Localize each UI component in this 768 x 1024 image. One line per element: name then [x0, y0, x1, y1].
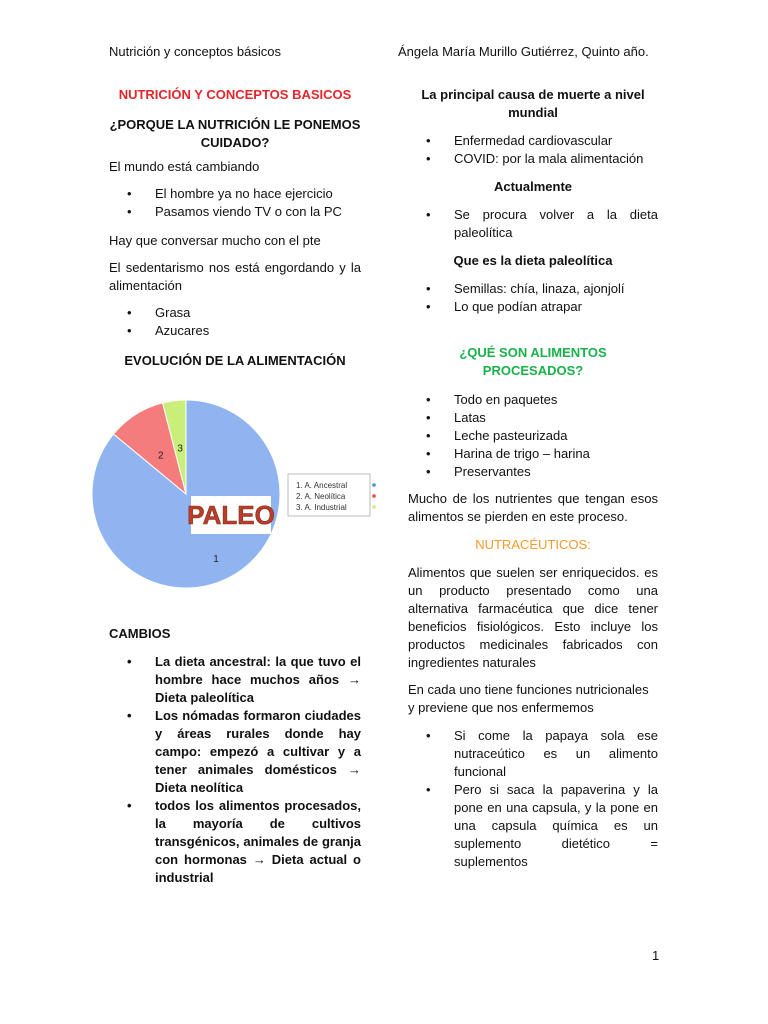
header-right: Ángela María Murillo Gutiérrez, Quinto año. [398, 44, 649, 59]
legend-marker [372, 505, 376, 509]
list-item: • Preservantes [408, 463, 658, 481]
page-number: 1 [652, 948, 660, 963]
bullet-list [408, 391, 658, 481]
processed-heading: ¿QUÉ SON ALIMENTOS PROCESADOS? [459, 345, 607, 378]
bullet-list [408, 206, 658, 242]
legend-marker [372, 483, 376, 487]
list-item: • Lo que podían atrapar [408, 298, 658, 316]
nutra-heading: NUTRACÉUTICOS: [475, 537, 591, 552]
cambios-heading: CAMBIOS [109, 626, 171, 641]
item-text: Pero si saca la papaverina y la pone en una capsula, y la pone en una capsula química es un suplemento dietético = suplementos [454, 782, 658, 869]
list-item [408, 781, 658, 871]
bullet-list [109, 653, 361, 887]
list-item: • El hombre ya no hace ejercicio [109, 185, 361, 203]
list-item: • Azucares [109, 322, 361, 340]
bullet-list [408, 280, 658, 316]
legend-entry: 2. A. Neolítica [296, 492, 346, 501]
paragraph: El sedentarismo nos está engordando y la alimentación [109, 260, 361, 293]
list-item: • Pasamos viendo TV o con la PC [109, 203, 361, 221]
list-item [408, 727, 658, 781]
bullet-list [408, 727, 658, 871]
list-item: • COVID: por la mala alimentación [408, 150, 658, 168]
list-item: • Semillas: chía, linaza, ajonjolí [408, 280, 658, 298]
list-item: • Harina de trigo – harina [408, 445, 658, 463]
list-item: • La dieta ancestral: la que tuvo el hombre hace muchos años → Dieta paleolítica [109, 653, 361, 707]
paleo-overlay-text: PALEO [187, 500, 275, 530]
bullet-list [408, 132, 658, 168]
cambios-section [109, 625, 361, 887]
list-item: • Los nómadas formaron ciudades y áreas rurales donde hay campo: empezó a cultivar y a tener animales domésticos → Dieta neolítica [109, 707, 361, 797]
paragraph: Mucho de los nutrientes que tengan esos alimentos se pierden en este proceso. [408, 491, 658, 524]
paleo-heading: Que es la dieta paleolítica [453, 253, 613, 268]
pie-point-label: 2 [158, 450, 164, 462]
list-item: • Latas [408, 409, 658, 427]
left-column [109, 86, 361, 370]
item-text: Si come la papaya sola ese nutraceútico es un alimento funcional [454, 728, 658, 779]
actual-heading: Actualmente [493, 179, 573, 194]
paragraph: En cada uno tiene funciones nutricionales y previene que nos enfermemos [408, 682, 649, 715]
cause-heading: La principal causa de muerte a nivel mundial [421, 87, 645, 120]
list-item: • Enfermedad cardiovascular [408, 132, 658, 150]
list-item: • todos los alimentos procesados, la mayoría de cultivos transgénicos, animales de granja con hormonas → Dieta actual o industrial [109, 797, 361, 887]
pie-point-label: 3 [177, 443, 183, 455]
legend-marker [372, 494, 376, 498]
header-left: Nutrición y conceptos básicos [109, 44, 281, 59]
list-item: • Todo en paquetes [408, 391, 658, 409]
question-heading: ¿PORQUE LA NUTRICIÓN LE PONEMOS CUIDADO? [109, 117, 361, 150]
paragraph: Hay que conversar mucho con el pte [109, 233, 321, 248]
main-title: NUTRICIÓN Y CONCEPTOS BASICOS [118, 87, 352, 102]
paragraph: El mundo está cambiando [109, 159, 260, 174]
pie-point-label: 1 [213, 553, 219, 565]
list-item: • Se procura volver a la dieta paleolítica [408, 206, 658, 242]
evolution-heading: EVOLUCIÓN DE LA ALIMENTACIÓN [124, 353, 346, 368]
legend-entry: 3. A. Industrial [296, 503, 347, 512]
list-item: • Grasa [109, 304, 361, 322]
pie-chart [88, 382, 378, 602]
bullet-list [109, 185, 361, 221]
legend-entry: 1. A. Ancestral [296, 481, 348, 490]
paragraph: Alimentos que suelen ser enriquecidos. es un producto presentado como una alternativa farmacéutica que dice tener beneficios fisiológicos. Esto incluye los productos medicinales fabricados con ingredientes naturales [408, 565, 658, 670]
bullet-list [109, 304, 361, 340]
list-item: • Leche pasteurizada [408, 427, 658, 445]
right-column [408, 86, 658, 871]
